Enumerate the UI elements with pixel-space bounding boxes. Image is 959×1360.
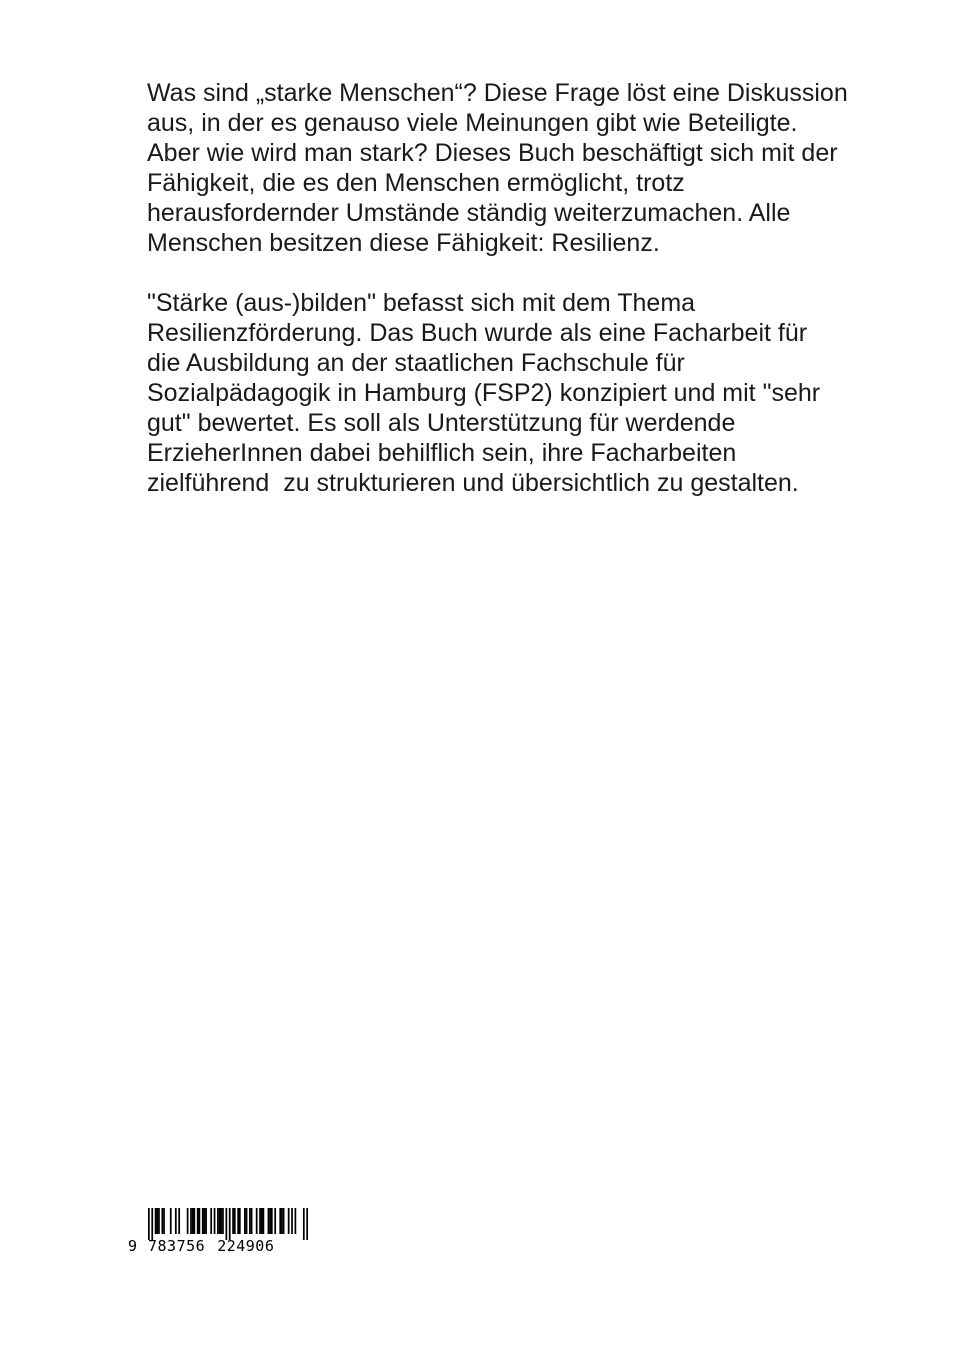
barcode-bar [279,1208,281,1234]
barcode-bar [222,1208,224,1234]
text-line: Sozialpädagogik in Hamburg (FSP2) konzipiert und mit "sehr [147,379,821,407]
barcode-bar [155,1208,157,1234]
barcode-bar [158,1208,160,1234]
barcode-bar [197,1208,199,1234]
barcode-guard-bar [229,1208,231,1240]
barcode-digits [128,1237,274,1255]
isbn-digit-group-2: 224906 [217,1237,275,1255]
text-line: Was sind „starke Menschen“? Diese Frage löst eine Diskussion [147,79,848,107]
text-line: Fähigkeit, die es den Menschen ermöglicht, trotz [147,169,685,197]
barcode-guard-bar [306,1208,308,1240]
barcode-bar [268,1208,270,1234]
barcode-bar [178,1208,180,1234]
barcode-bar [187,1208,189,1234]
text-line: Aber wie wird man stark? Dieses Buch beschäftigt sich mit der [147,139,838,167]
barcode-bar [232,1208,234,1234]
barcode-bar [244,1208,246,1234]
barcode-bar [263,1208,265,1234]
barcode-bar [175,1208,177,1234]
barcode-bar [271,1208,273,1234]
isbn-lead-digit: 9 [128,1237,138,1255]
barcode-guard-bar [148,1208,150,1240]
text-line: herausfordernder Umstände ständig weiterzumachen. Alle [147,199,791,227]
barcode-bar [205,1208,207,1234]
isbn-barcode [128,1208,308,1254]
barcode-bar [170,1208,172,1234]
barcode-bar [204,1208,206,1234]
barcode-bar [246,1208,248,1234]
blurb-text [147,78,848,498]
barcode-bar [281,1208,283,1234]
barcode-guard-bar [151,1208,153,1240]
barcode-bar [283,1208,285,1234]
barcode-bar [256,1208,258,1234]
barcode-bar [202,1208,204,1234]
text-line: Resilienzförderung. Das Buch wurde als eine Facharbeit für [147,319,808,347]
barcode-bar [234,1208,236,1234]
barcode-bar [193,1208,195,1234]
barcode-bar [237,1208,239,1234]
barcode-bar [192,1208,194,1234]
isbn-digit-group-1: 783756 [148,1237,206,1255]
text-line: zielführend zu strukturieren und übersichtlich zu gestalten. [147,469,799,497]
barcode-bar [156,1208,158,1234]
barcode-bar [259,1208,261,1234]
text-line: ErzieherInnen dabei behilflich sein, ihre Facharbeiten [147,439,737,467]
barcode-bar [239,1208,241,1234]
barcode-bar [219,1208,221,1234]
barcode-bar [161,1208,163,1234]
barcode-bar [295,1208,297,1234]
barcode-bars [148,1208,308,1240]
text-line: aus, in der es genauso viele Meinungen gibt wie Beteiligte. [147,109,798,137]
text-line: die Ausbildung an der staatlichen Fachschule für [147,349,685,377]
barcode-bar [210,1208,212,1234]
barcode-bar [291,1208,293,1234]
blurb-paragraph-2 [147,288,837,498]
barcode-bar [251,1208,253,1234]
barcode-guard-bar [225,1208,227,1240]
barcode-bar [163,1208,165,1234]
barcode-bar [261,1208,263,1234]
barcode-bar [274,1208,276,1234]
text-line: gut" bewertet. Es soll als Unterstützung für werdende [147,409,736,437]
blurb-paragraph-1 [147,78,848,258]
barcode-guard-bar [303,1208,305,1240]
text-line: "Stärke (aus-)bilden" befasst sich mit dem Thema [147,289,696,317]
barcode-bar [190,1208,192,1234]
barcode-bar [288,1208,290,1234]
barcode-bar [214,1208,216,1234]
barcode-bar [220,1208,222,1234]
barcode-bar [269,1208,271,1234]
barcode-bar [249,1208,251,1234]
barcode-bar [217,1208,219,1234]
text-line: Menschen besitzen diese Fähigkeit: Resilienz. [147,229,660,257]
barcode-bar [199,1208,201,1234]
